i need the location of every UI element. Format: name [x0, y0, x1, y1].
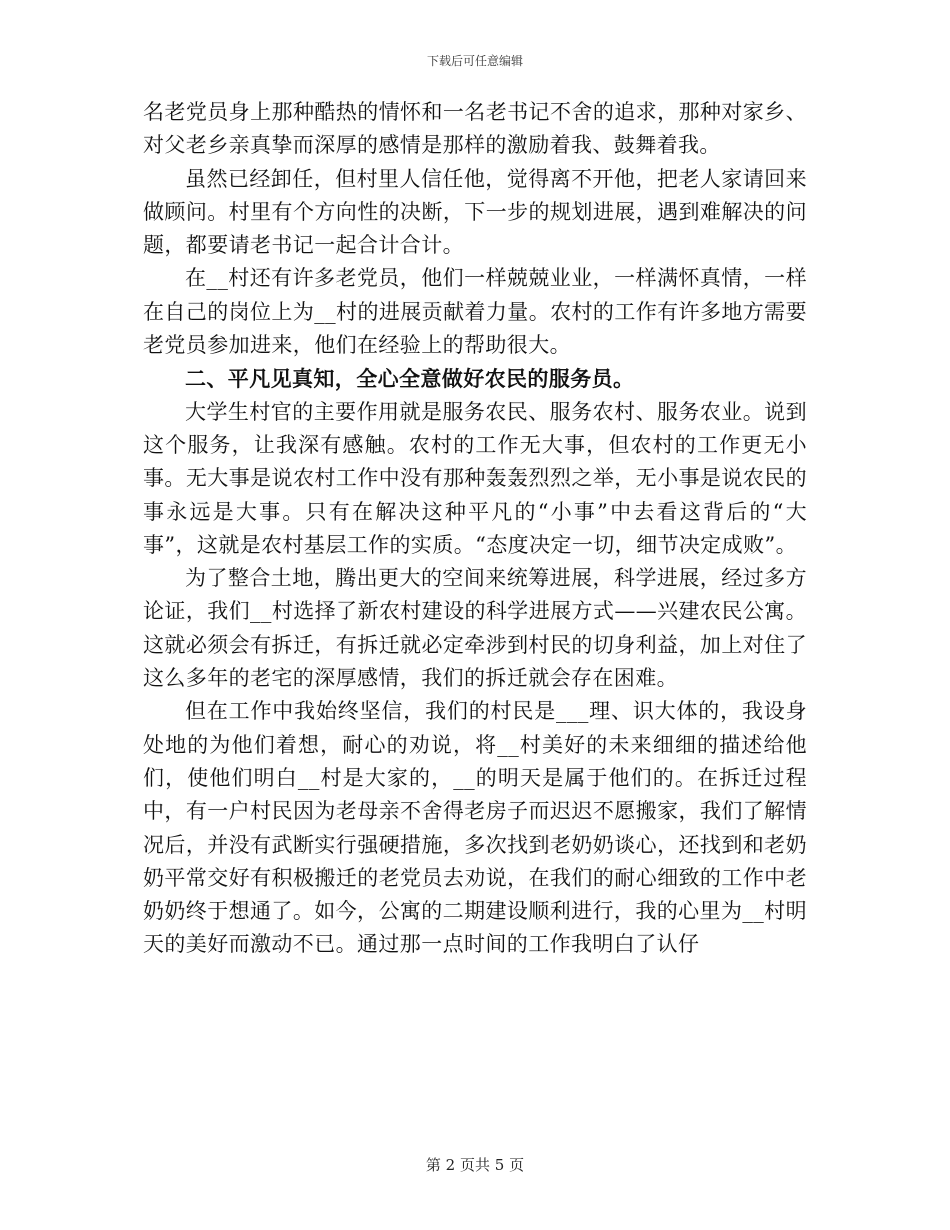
- section-heading: 二、平凡见真知，全心全意做好农民的服务员。: [185, 366, 635, 392]
- page-header: 下载后可任意编辑: [426, 54, 523, 68]
- document-body: [143, 96, 807, 962]
- paragraph-4: 大学生村官的主要作用就是服务农民、服务农村、服务农业。说到这个服务，让我深有感触。农村的工作无大事，但农村的工作更无小事。无大事是说农村工作中没有那种轰轰烈烈之举，无小事是说农民的事永远是大事。只有在解决这种平凡的“小事”中去看这背后的“大事”，这就是农村基层工作的实质。“态度决定一切，细节决定成败”。: [143, 399, 807, 557]
- page-footer: 第 2 页共 5 页: [425, 1156, 525, 1174]
- paragraph-1: 名老党员身上那种酷热的情怀和一名老书记不舍的追求，那种对家乡、对父老乡亲真挚而深厚的感情是那样的激励着我、鼓舞着我。: [143, 100, 807, 158]
- paragraph-2: 虽然已经卸任，但村里人信任他，觉得离不开他，把老人家请回来做顾问。村里有个方向性的决断，下一步的规划进展，遇到难解决的问题，都要请老书记一起合计合计。: [143, 166, 807, 258]
- paragraph-5: 为了整合土地，腾出更大的空间来统筹进展，科学进展，经过多方论证，我们__村选择了新农村建设的科学进展方式——兴建农民公寓。这就必须会有拆迁，有拆迁就必定牵涉到村民的切身利益，加上对住了这么多年的老宅的深厚感情，我们的拆迁就会存在困难。: [143, 566, 807, 691]
- paragraph-3: 在__村还有许多老党员，他们一样兢兢业业，一样满怀真情，一样在自己的岗位上为__村的进展贡献着力量。农村的工作有许多地方需要老党员参加进来，他们在经验上的帮助很大。: [143, 266, 807, 358]
- paragraph-6: 但在工作中我始终坚信，我们的村民是___理、识大体的，我设身处地的为他们着想，耐心的劝说，将__村美好的未来细细的描述给他们，使他们明白__村是大家的，__的明天是属于他们的。在拆迁过程中，有一户村民因为老母亲不舍得老房子而迟迟不愿搬家，我们了解情况后，并没有武断实行强硬措施，多次找到老奶奶谈心，还找到和老奶奶平常交好有积极搬迁的老党员去劝说，在我们的耐心细致的工作中老奶奶终于想通了。如今，公寓的二期建设顺利进行，我的心里为__村明天的美好而激动不已。通过那一点时间的工作我明白了认仔: [143, 699, 807, 957]
